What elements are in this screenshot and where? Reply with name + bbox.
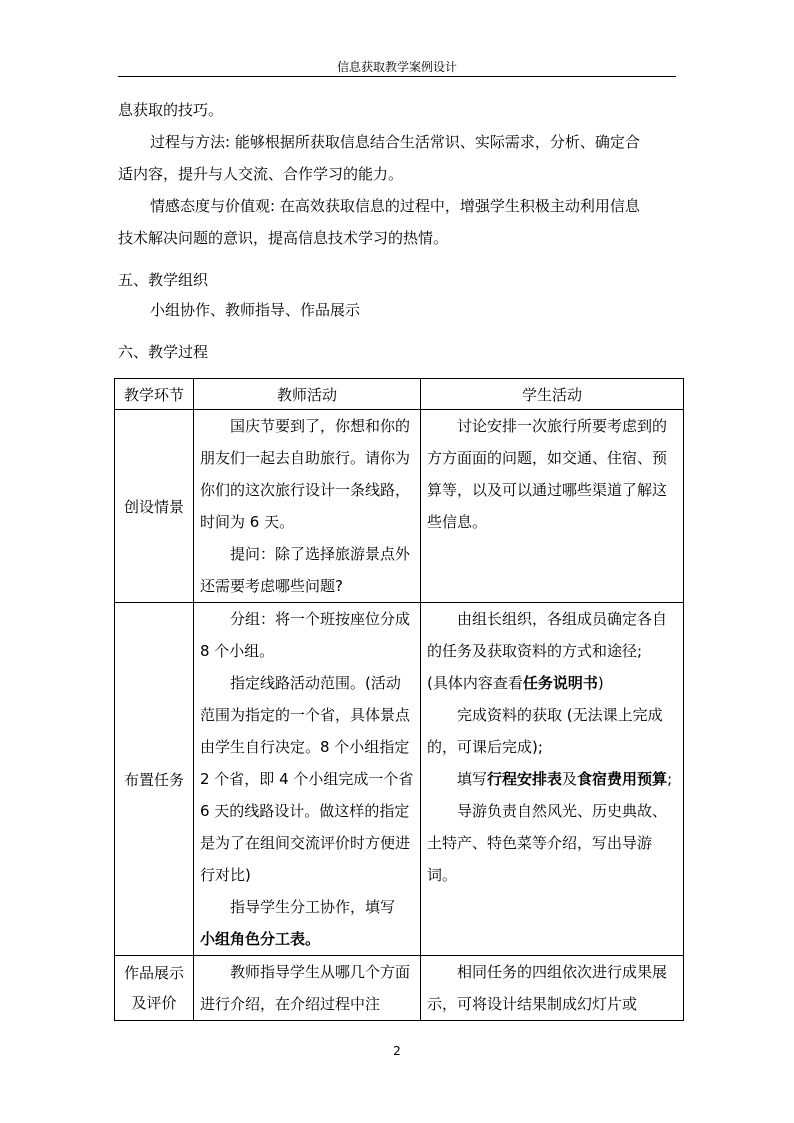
student-activity-text: 导游负责自然风光、历史典故、土特产、特色菜等介绍，写出导游词。 bbox=[427, 802, 668, 884]
student-activity-line bbox=[427, 763, 677, 795]
teacher-activity-text: 指导学生分工协作，填写 bbox=[230, 898, 396, 916]
teacher-activity-text: 教师指导学生从哪几个方面进行介绍，在介绍过程中注 bbox=[200, 963, 411, 1013]
teacher-activity-line bbox=[200, 923, 414, 955]
phase-cell: 布置任务 bbox=[115, 603, 194, 956]
student-activity-text: 及 bbox=[562, 770, 578, 788]
table-row bbox=[115, 603, 684, 956]
table-header-cell: 教学环节 bbox=[115, 379, 194, 410]
table-row bbox=[115, 956, 684, 1021]
table-row bbox=[115, 410, 684, 603]
form-name-bold: 小组角色分工表。 bbox=[200, 930, 321, 948]
body-paragraph: 适内容，提升与人交流、合作学习的能力。 bbox=[118, 165, 404, 183]
student-activity-text: 填写 bbox=[457, 770, 488, 788]
teacher-activity-text: 分组：将一个班按座位分成 8 个小组。 bbox=[200, 610, 411, 660]
table-header-cell: 学生活动 bbox=[421, 379, 684, 410]
body-paragraph: 技术解决问题的意识，提高信息技术学习的热情。 bbox=[118, 229, 449, 247]
student-activity-line bbox=[427, 667, 677, 699]
teacher-activity-cell bbox=[194, 956, 421, 1021]
body-paragraph: 息获取的技巧。 bbox=[118, 101, 224, 119]
table-header-row bbox=[115, 379, 684, 410]
page-header: 信息获取教学案例设计 bbox=[336, 60, 457, 74]
student-activity-text: 完成资料的获取 (无法课上完成的，可课后完成); bbox=[427, 706, 663, 756]
body-paragraph: 情感态度与价值观: 在高效获取信息的过程中，增强学生积极主动利用信息 bbox=[150, 197, 640, 215]
page-number: 2 bbox=[393, 1044, 401, 1058]
teaching-process-table bbox=[114, 378, 684, 1021]
phase-label: 及评价 bbox=[131, 994, 177, 1012]
section-heading: 六、教学过程 bbox=[118, 343, 209, 361]
student-activity-text: 由组长组织，各组成员确定各自的任务及获取资料的方式和途径; bbox=[427, 610, 668, 660]
teacher-activity-cell bbox=[194, 410, 421, 603]
student-activity-cell bbox=[421, 410, 684, 603]
student-activity-text: ; bbox=[667, 770, 673, 788]
student-activity-text: 相同任务的四组依次进行成果展示，可将设计结果制成幻灯片或 bbox=[427, 963, 668, 1013]
student-activity-cell bbox=[421, 956, 684, 1021]
table-header-cell: 教师活动 bbox=[194, 379, 421, 410]
phase-cell: 创设情景 bbox=[115, 410, 194, 603]
student-activity-cell bbox=[421, 603, 684, 956]
form-name-bold: 任务说明书 bbox=[522, 674, 598, 692]
teacher-activity-text: 国庆节要到了，你想和你的朋友们一起去自助旅行。请你为你们的这次旅行设计一条线路，时间为 6 天。 bbox=[200, 417, 411, 531]
form-name-bold: 食宿费用预算 bbox=[577, 770, 668, 788]
body-paragraph: 过程与方法: 能够根据所获取信息结合生活常识、实际需求，分析、确定合 bbox=[150, 133, 640, 151]
header-divider bbox=[118, 76, 676, 77]
phase-label: 作品展示 bbox=[123, 964, 184, 982]
phase-cell bbox=[115, 956, 194, 1021]
section-heading: 五、教学组织 bbox=[118, 271, 209, 289]
student-activity-text: ) bbox=[597, 674, 604, 692]
teacher-activity-text: 指定线路活动范围。(活动范围为指定的一个省，具体景点由学生自行决定。8 个小组指定 2 个省，即 4 个小组完成一个省 6 天的线路设计。做这样的指定是为了在组间交流评价时方便进行对比) bbox=[200, 674, 414, 884]
teacher-activity-text: 提问：除了选择旅游景点外还需要考虑哪些问题? bbox=[200, 545, 411, 595]
student-activity-text: (具体内容查看 bbox=[427, 674, 523, 692]
teacher-activity-cell bbox=[194, 603, 421, 956]
student-activity-text: 讨论安排一次旅行所要考虑到的方方面面的问题，如交通、住宿、预算等，以及可以通过哪些渠道了解这些信息。 bbox=[427, 417, 668, 531]
body-paragraph: 小组协作、教师指导、作品展示 bbox=[150, 301, 361, 319]
form-name-bold: 行程安排表 bbox=[487, 770, 563, 788]
